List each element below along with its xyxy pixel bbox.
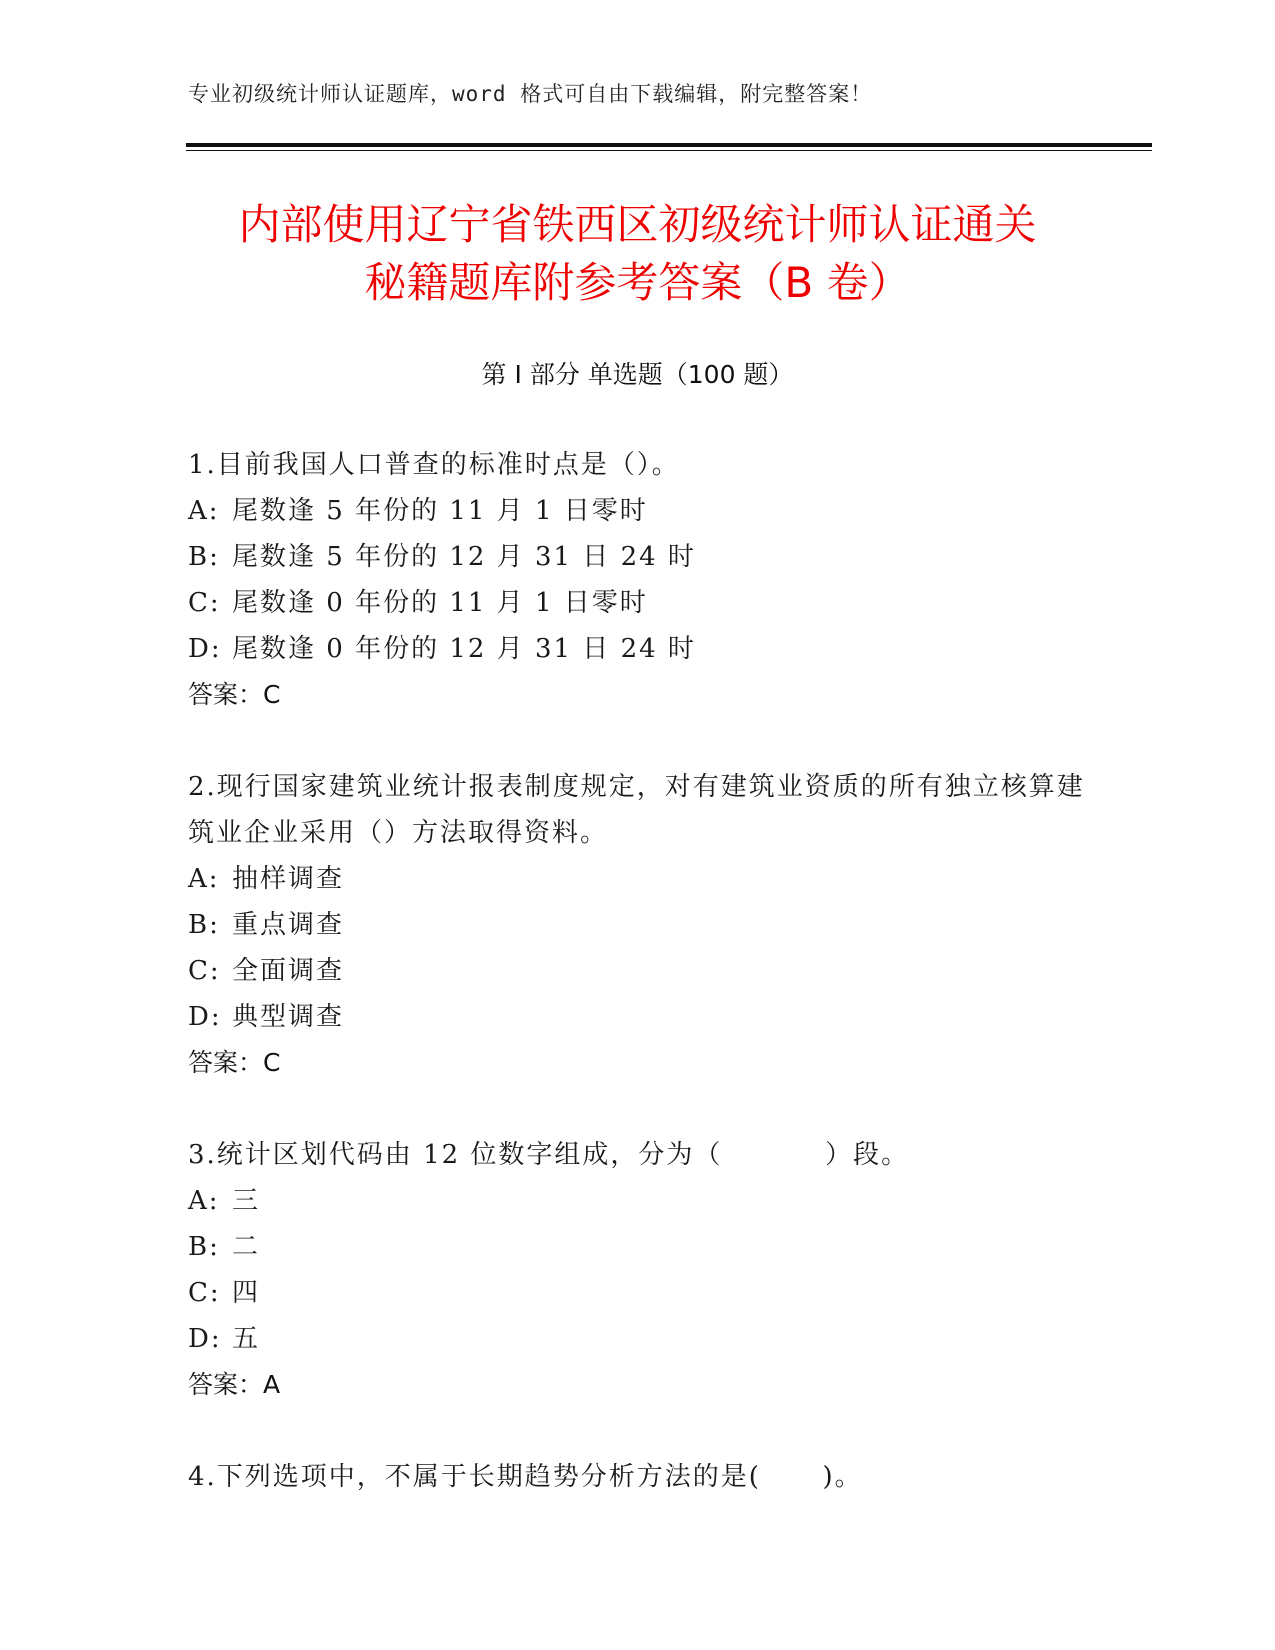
option-letter: A: [188,1186,220,1216]
option-text: 典型调查 [232,1002,345,1032]
question-stem: 2.现行国家建筑业统计报表制度规定，对有建筑业资质的所有独立核算建筑业企业采用（）方法取得资料。 [188,772,1085,848]
option-a [188,1178,1088,1224]
option-text: 三 [232,1186,261,1216]
option-text: 五 [232,1324,261,1354]
question-1 [188,442,1088,718]
header-divider-thin [186,150,1152,151]
question-stem: 1.目前我国人口普查的标准时点是（）。 [188,450,680,480]
question-list [188,442,1088,1546]
header-divider-thick [186,143,1152,147]
option-letter: C: [188,1278,221,1308]
option-text: 抽样调查 [232,864,345,894]
option-letter: D: [188,634,222,664]
question-stem: 3.统计区划代码由 12 位数字组成，分为（ ）段。 [188,1140,910,1170]
option-c [188,580,1088,626]
option-b [188,902,1088,948]
option-text: 重点调查 [232,910,345,940]
option-a [188,488,1088,534]
answer: 答案：C [188,680,281,709]
option-text: 四 [232,1278,261,1308]
option-text: 尾数逢 5 年份的 12 月 31 日 24 时 [232,542,696,572]
option-letter: C: [188,588,221,618]
option-letter: A: [188,864,220,894]
option-text: 全面调查 [232,956,345,986]
document-title-line-1: 内部使用辽宁省铁西区初级统计师认证通关 [238,200,1037,249]
option-d [188,994,1088,1040]
option-c [188,1270,1088,1316]
document-title-line-2: 秘籍题库附参考答案（B 卷） [364,258,911,307]
option-d [188,626,1088,672]
document-title [160,196,1115,312]
option-letter: A: [188,496,220,526]
answer: 答案：C [188,1048,281,1077]
option-text: 尾数逢 0 年份的 11 月 1 日零时 [232,588,648,618]
answer: 答案：A [188,1370,281,1399]
option-text: 尾数逢 5 年份的 11 月 1 日零时 [232,496,648,526]
option-d [188,1316,1088,1362]
option-letter: B: [188,542,220,572]
option-letter: C: [188,956,221,986]
option-letter: D: [188,1324,222,1354]
option-a [188,856,1088,902]
option-letter: B: [188,910,220,940]
header-note: 专业初级统计师认证题库，word 格式可自由下载编辑，附完整答案！ [188,82,873,106]
section-title: 第 I 部分 单选题（100 题） [481,360,794,389]
question-2 [188,764,1088,1086]
option-b [188,1224,1088,1270]
question-4 [188,1454,1088,1500]
question-stem: 4.下列选项中，不属于长期趋势分析方法的是( )。 [188,1462,863,1492]
option-text: 二 [232,1232,261,1262]
option-letter: B: [188,1232,220,1262]
option-b [188,534,1088,580]
option-letter: D: [188,1002,222,1032]
question-3 [188,1132,1088,1408]
option-c [188,948,1088,994]
option-text: 尾数逢 0 年份的 12 月 31 日 24 时 [232,634,696,664]
